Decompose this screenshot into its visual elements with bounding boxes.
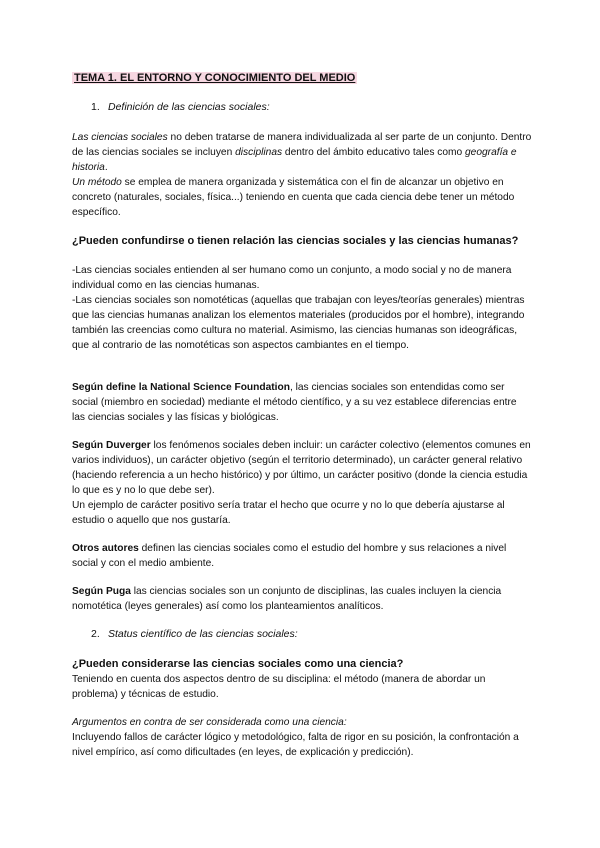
otros-lead: Otros autores: [72, 543, 139, 554]
nsf-paragraph: [72, 380, 532, 425]
text-segment: .: [104, 162, 108, 173]
puga-lead: Según Puga: [72, 586, 131, 597]
text-segment: no deben tratarse de manera individualizada al ser parte de un conjunto. Dentro de las ciencias sociales se incluyen: [72, 132, 532, 158]
text-segment: dentro del ámbito educativo tales como: [282, 147, 466, 158]
against-label: Argumentos en contra de ser considerada como una ciencia:: [72, 717, 347, 728]
term-ciencias-sociales: Las ciencias sociales: [72, 132, 168, 143]
intro-paragraph: [72, 130, 532, 220]
duverger-paragraph: [72, 438, 532, 528]
duverger-example: Un ejemplo de carácter positivo sería tratar el hecho que ocurre y no lo que debería ajustarse al estudio o aquello que nos gustaría.: [72, 500, 505, 526]
term-geografia-historia: geografía e historia: [72, 147, 517, 173]
status-paragraph: Teniendo en cuenta dos aspectos dentro de su disciplina: el método (manera de abordar un problema) y técnicas de estudio.: [72, 674, 486, 700]
relation-paragraph: [72, 263, 532, 353]
against-paragraph: [72, 715, 532, 760]
puga-paragraph: [72, 584, 532, 614]
section-heading-2: [91, 628, 298, 640]
section-heading-1: [91, 101, 270, 113]
section-label: Status científico de las ciencias sociales:: [108, 628, 298, 640]
otros-autores-paragraph: [72, 541, 532, 571]
against-text: Incluyendo fallos de carácter lógico y metodológico, falta de rigor en su posición, la confrontación a nivel empírico, así como dificultades (en leyes, de explicación y predicción).: [72, 732, 519, 758]
relation-point-2: -Las ciencias sociales son nomotéticas (aquellas que trabajan con leyes/teorías generales) mientras que las ciencias humanas analizan los elementos materiales (producidos por el hombre), integrando también las creencias como cultura no material. Asimismo, las ciencias humanas son ideográficas, que al contrario de las nomotéticas son aspectos cambiantes en el tiempo.: [72, 295, 525, 351]
text-segment: definen las ciencias sociales como el estudio del hombre y sus relaciones a nivel social y con el medio ambiente.: [72, 543, 507, 569]
section-label: Definición de las ciencias sociales:: [108, 101, 270, 113]
section-number: 2.: [91, 628, 100, 640]
section-number: 1.: [91, 101, 100, 113]
text-segment: se emplea de manera organizada y sistemática con el fin de alcanzar un objetivo en concreto (naturales, sociales, física...) teniendo en cuenta que cada ciencia debe tener un método específico.: [72, 177, 515, 218]
question-heading-1: ¿Pueden confundirse o tienen relación las ciencias sociales y las ciencias humanas?: [72, 235, 519, 247]
term-metodo: Un método: [72, 177, 122, 188]
question-heading-2: ¿Pueden considerarse las ciencias sociales como una ciencia?: [72, 658, 404, 670]
nsf-lead: Según define la National Science Foundation: [72, 382, 290, 393]
term-disciplinas: disciplinas: [235, 147, 283, 158]
text-segment: las ciencias sociales son un conjunto de disciplinas, las cuales incluyen la ciencia nomotética (leyes generales) así como los planteamientos analíticos.: [72, 586, 502, 612]
text-segment: los fenómenos sociales deben incluir: un carácter colectivo (elementos comunes en varios individuos), un carácter objetivo (según el territorio determinado), un carácter general relativo (haciendo referencia a un hecho histórico) y por último, un carácter positivo (donde la ciencia estudia lo que es y no lo que debe ser).: [72, 440, 531, 496]
relation-point-1: -Las ciencias sociales entienden al ser humano como un conjunto, a modo social y no de manera individual como en las ciencias humanas.: [72, 265, 512, 291]
duverger-lead: Según Duverger: [72, 440, 151, 451]
page-title: TEMA 1. EL ENTORNO Y CONOCIMIENTO DEL MEDIO: [74, 72, 356, 84]
text-segment: , las ciencias sociales son entendidas como ser social (miembro en sociedad) mediante el método científico, y a su vez establece diferencias entre las ciencias sociales y las físicas y biológicas.: [72, 382, 517, 423]
